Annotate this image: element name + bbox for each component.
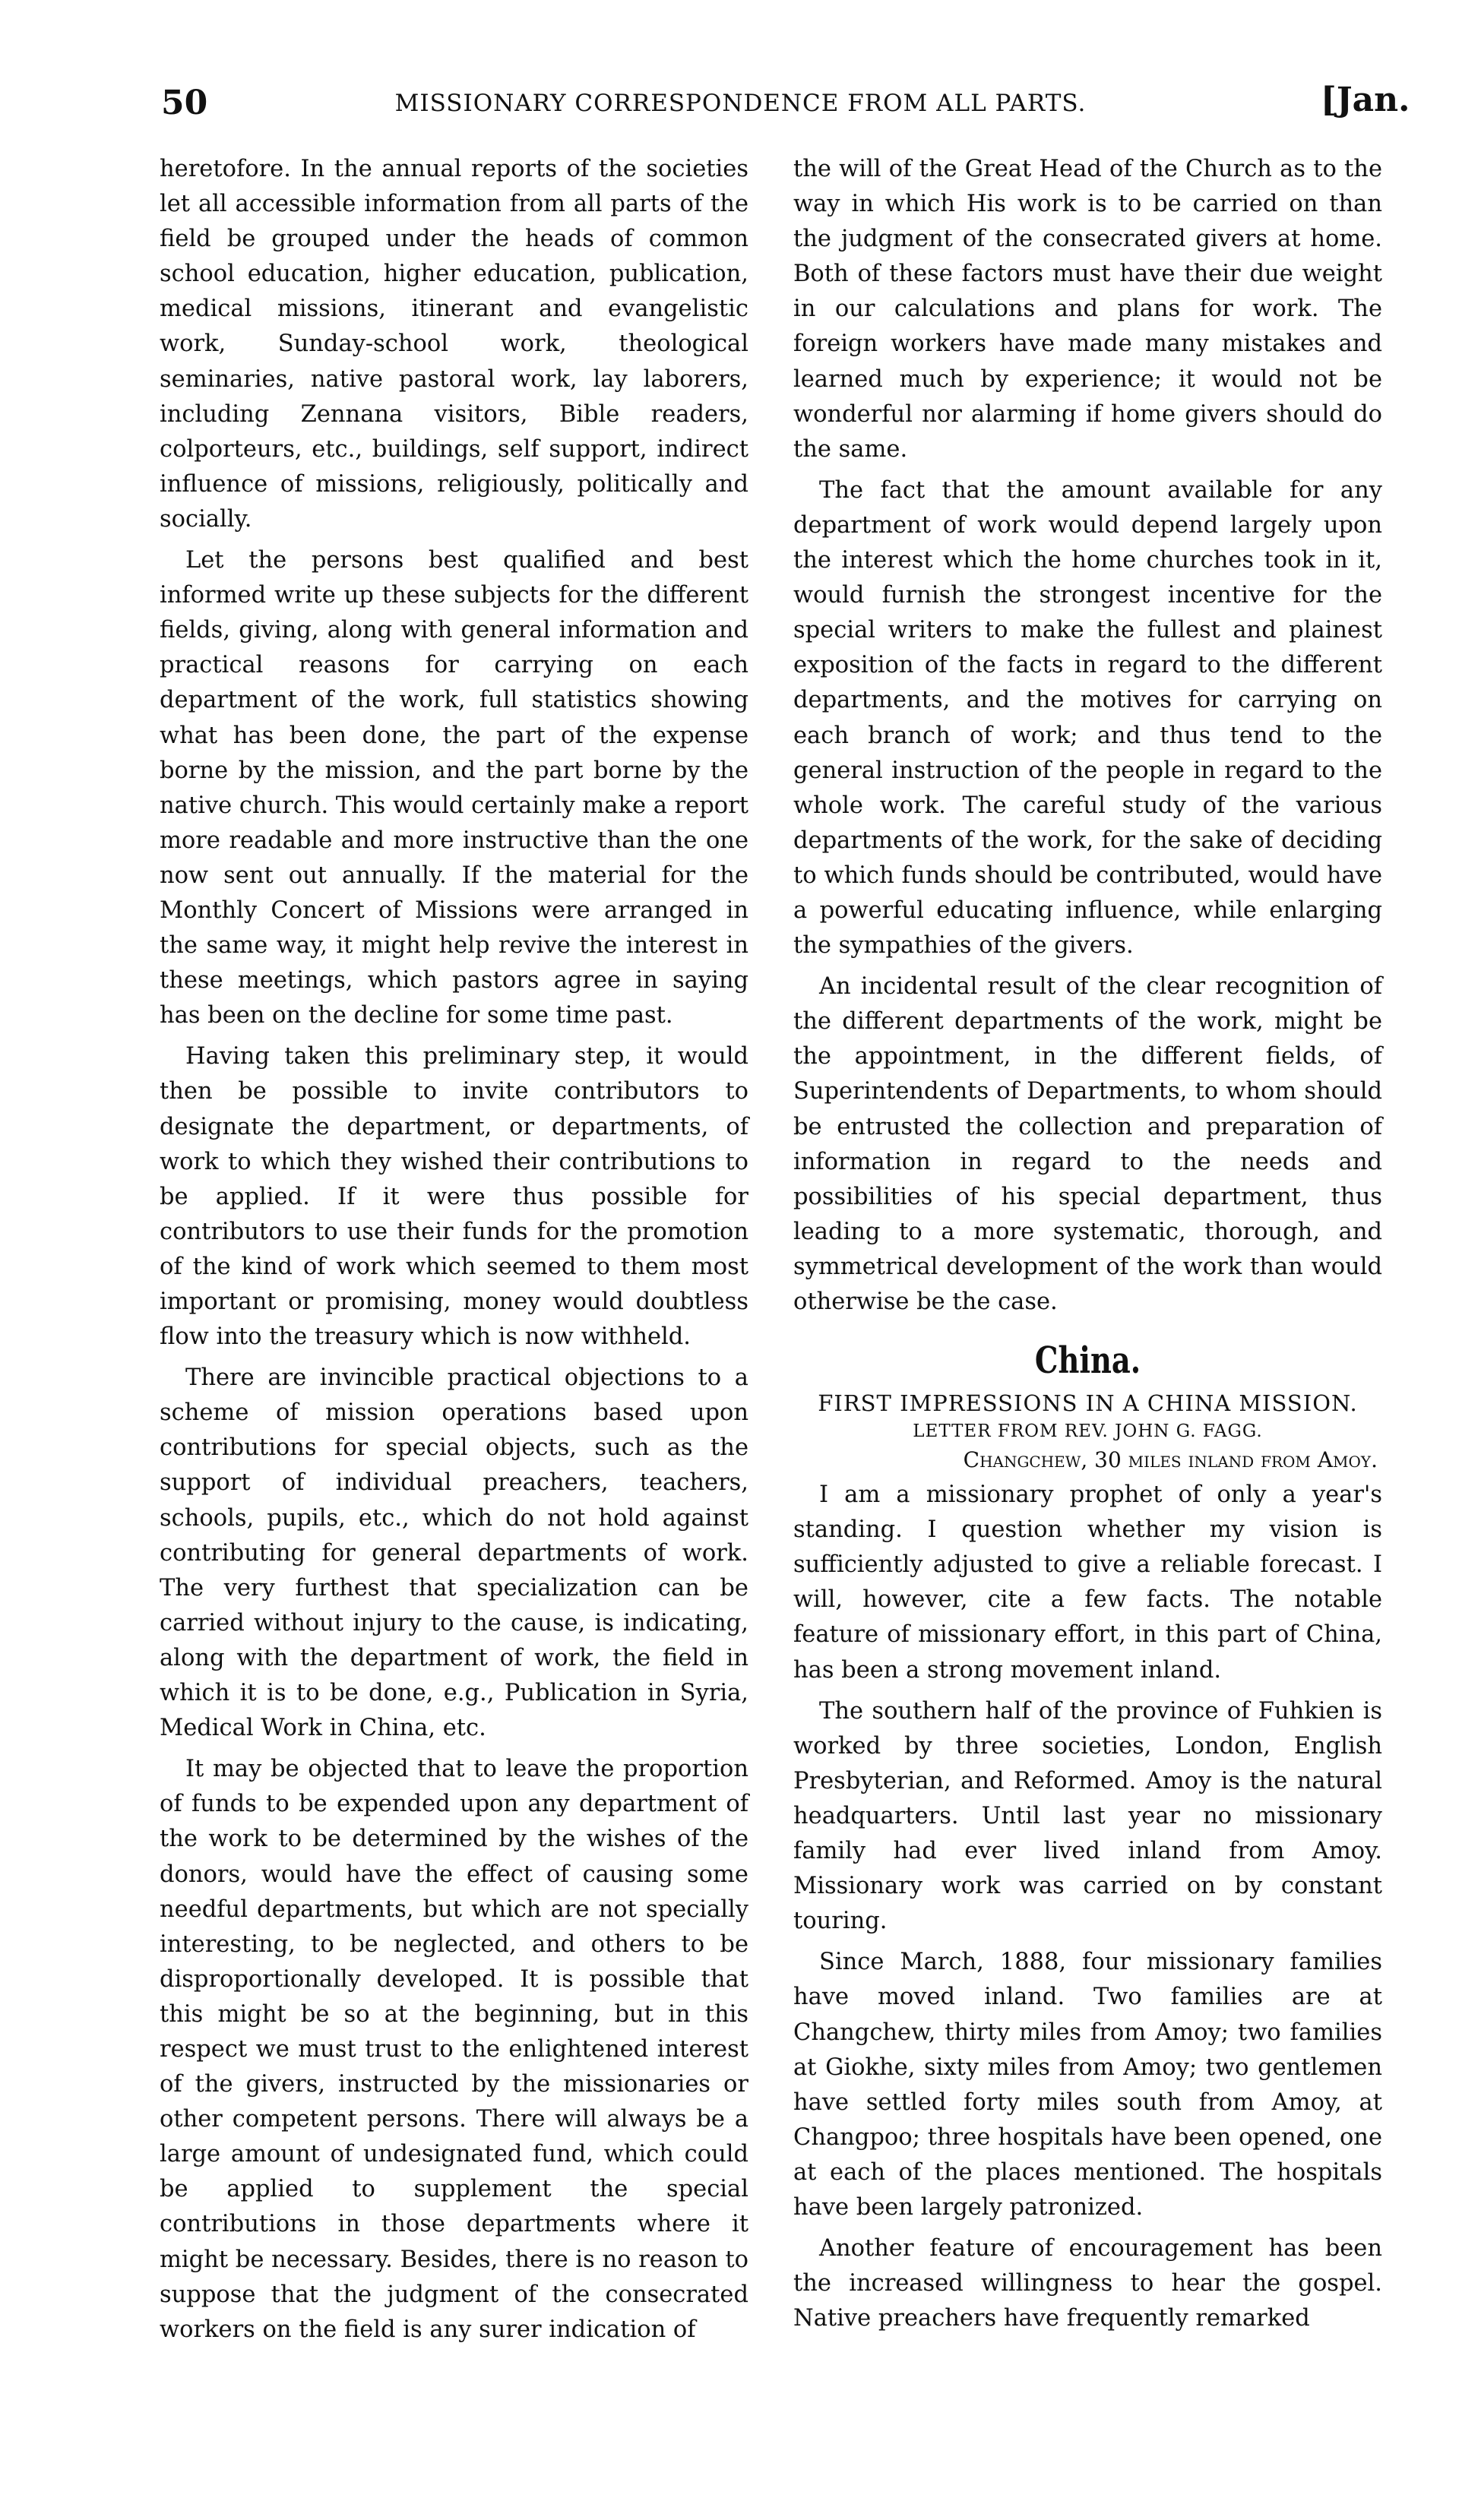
left-column [160,152,748,2354]
paragraph: The fact that the amount available for any department of work would depend largely upon the interest which the home churches took in it, would furnish the strongest incentive for the special writers to make the fullest and plainest exposition of the facts in regard to the different departments, and the motives for carrying on each branch of work; and thus tend to the general instruction of the people in regard to the whole work. The careful study of the various departments of the work, for the sake of deciding to which funds should be contributed, would have a powerful educating influence, while enlarging the sympathies of the givers. [793,476,1382,960]
article-title: FIRST IMPRESSIONS IN A CHINA MISSION. [818,1390,1358,1417]
paragraph: There are invincible practical objections to a scheme of mission operations based upon contributions for special objects, such as the support of individual preachers, teachers, schools, pupils, etc., which do not hold against contributing for general departments of work. The very furthest that specialization can be carried without injury to the cause, is indicating, along with the department of work, the field in which it is to be done, e.g., Publication in Syria, Medical Work in China, etc. [160,1364,748,1742]
paragraph: It may be objected that to leave the proportion of funds to be expended upon any department of the work to be determined by the wishes of the donors, would have the effect of causing some needful departments, but which are not specially interesting, to be neglected, and others to be disproportionally developed. It is possible that this might be so at the beginning, but in this respect we must trust to the enlightened interest of the givers, instructed by the missionaries or other competent persons. There will always be a large amount of undesignated fund, which could be applied to supplement the special contributions in those departments where it might be necessary. Besides, there is no reason to suppose that the judgment of the consecrated workers on the field is any surer indication of [160,1756,748,2343]
paragraph: heretofore. In the annual reports of the societies let all accessible information from all parts of the field be grouped under the heads of common school education, higher education, publication, medical missions, itinerant and evangelistic work, Sunday-school work, theological seminaries, native pastoral work, lay laborers, including Zennana visitors, Bible readers, colporteurs, etc., buildings, self support, indirect influence of missions, religiously, politically and socially. [160,156,748,533]
section-title: China. [1034,1339,1141,1383]
paragraph: Let the persons best qualified and best informed write up these subjects for the different fields, giving, along with general information and practical reasons for carrying on each department of the work, full statistics showing what has been done, the part of the expense borne by the mission, and the part borne by the native church. This would certainly make a report more readable and more instructive than the one now sent out annually. If the material for the Monthly Concert of Missions were arranged in the same way, it might help revive the interest in these meetings, which pastors agree in saying has been on the decline for some time past. [160,547,748,1029]
paragraph: Having taken this preliminary step, it would then be possible to invite contributors to designate the department, or departments, of work to which they wished their contributions to be applied. If it were thus possible for contributors to use their funds for the promotion of the kind of work which seemed to them most important or promising, money would doubtless flow into the treasury which is now withheld. [160,1043,748,1351]
paragraph: The southern half of the province of Fuhkien is worked by three societies, London, English Presbyterian, and Reformed. Amoy is the natural headquarters. Until last year no missionary family had ever lived inland from Amoy. Missionary work was carried on by constant touring. [793,1697,1382,1935]
paragraph: An incidental result of the clear recognition of the different departments of the work, might be the appointment, in the different fields, of Superintendents of Departments, to whom should be entrusted the collection and preparation of information in regard to the needs and possibilities of his special department, thus leading to a more systematic, thorough, and symmetrical development of the work than would otherwise be the case. [793,973,1382,1315]
issue-month: [Jan. [1321,81,1410,119]
paragraph: the will of the Great Head of the Church as to the way in which His work is to be carried on than the judgment of the consecrated givers at home. Both of these factors must have their due weight in our calculations and plans for work. The foreign workers have made many mistakes and learned much by experience; it would not be wonderful nor alarming if home givers should do the same. [793,156,1382,463]
article-dateline: Changchew, 30 miles inland from Amoy. [963,1447,1378,1473]
paragraph: I am a missionary prophet of only a year's standing. I question whether my vision is sufficiently adjusted to give a reliable forecast. I will, however, cite a few facts. The notable feature of missionary effort, in this part of China, has been a strong movement inland. [793,1481,1382,1684]
page-header [0,0,1481,152]
running-title: MISSIONARY CORRESPONDENCE FROM ALL PARTS. [394,90,1087,117]
paragraph: Since March, 1888, four missionary families have moved inland. Two families are at Changchew, thirty miles from Amoy; two families at Giokhe, sixty miles from Amoy; two gentlemen have settled forty miles south from Amoy, at Changpoo; three hospitals have been opened, one at each of the places mentioned. The hospitals have been largely patronized. [793,1949,1382,2221]
page-number: 50 [161,84,208,122]
right-column [793,152,1382,2342]
article-byline: LETTER FROM REV. JOHN G. FAGG. [913,1421,1263,1442]
paragraph: Another feature of encouragement has been the increased willingness to hear the gospel. Native preachers have frequently remarked [793,2235,1382,2332]
